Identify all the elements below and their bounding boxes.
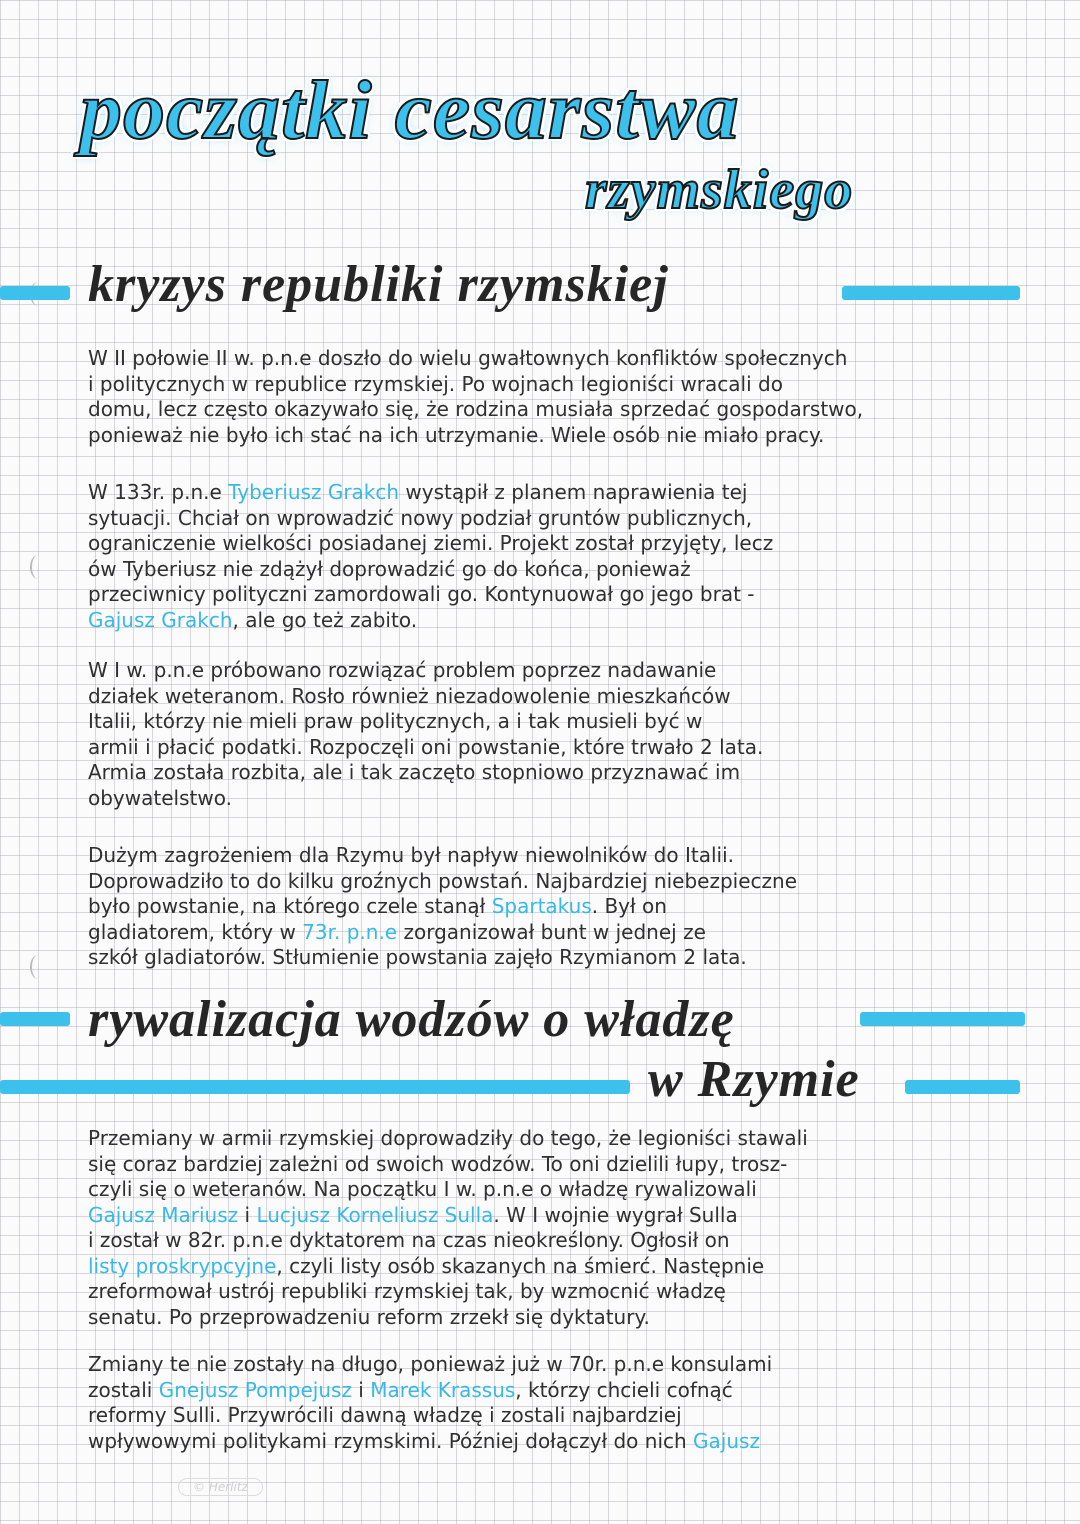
text-line [88, 480, 988, 506]
text-segment: ów Tyberiusz nie zdążył doprowadzić go do końca, ponieważ [88, 556, 691, 581]
text-line [88, 1152, 988, 1178]
text-segment: Italii, którzy nie mieli praw politycznych, a i tak musieli być w [88, 709, 703, 733]
text-segment: i politycznych w republice rzymskiej. Po wojnach legioniści wracali do [88, 371, 783, 396]
text-segment: sytuacji. Chciał on wprowadzić nowy podział gruntów publicznych, [88, 505, 753, 530]
text-segment: Przemiany w armii rzymskiej doprowadziły do tego, że legioniści stawali [88, 1126, 808, 1150]
heading-highlight-bar [0, 1012, 70, 1026]
text-line [88, 920, 988, 946]
paragraph [88, 1352, 988, 1454]
text-segment: przeciwnicy polityczni zamordowali go. Kontynuował go jego brat - [88, 582, 755, 606]
section-heading-rivalry-line2: w Rzymie [648, 1051, 860, 1108]
text-segment: domu, lecz często okazywało się, że rodzina musiała sprzedać gospodarstwo, [88, 397, 864, 421]
text-segment: i [238, 1202, 257, 1227]
page-title-line2: rzymskiego [585, 159, 854, 221]
text-line [88, 397, 988, 423]
highlighted-term: Gajusz [693, 1428, 760, 1453]
text-line [88, 684, 988, 710]
text-line [88, 372, 988, 398]
binder-hole [30, 555, 46, 579]
text-line [88, 894, 988, 920]
paragraph [88, 346, 988, 448]
text-line [88, 608, 988, 634]
text-line [88, 1177, 988, 1203]
highlighted-term: Tyberiusz Grakch [228, 480, 400, 504]
text-segment: reformy Sulli. Przywrócili dawną władzę i zostali najbardziej [88, 1403, 682, 1427]
herlitz-watermark: © Herlitz [178, 1478, 263, 1496]
highlighted-term: Lucjusz Korneliusz Sulla [256, 1202, 494, 1227]
text-line [88, 1305, 988, 1331]
page-title: początki cesarstwa [80, 64, 740, 157]
heading-highlight-bar [860, 1012, 1025, 1026]
text-line [88, 346, 988, 372]
heading-highlight-bar [0, 1080, 630, 1094]
text-segment: wystąpił z planem naprawienia tej [399, 480, 748, 504]
highlighted-term: listy proskrypcyjne [88, 1253, 277, 1278]
text-segment: czyli się o weteranów. Na początku I w. p.n.e o władzę rywalizowali [88, 1177, 757, 1201]
text-line [88, 735, 988, 761]
text-line [88, 531, 988, 557]
highlighted-term: Gajusz Grakch [88, 607, 233, 632]
text-segment: i [351, 1377, 371, 1402]
text-segment: i został w 82r. p.n.e dyktatorem na czas nieokreślony. Ogłosił on [88, 1228, 730, 1252]
text-segment: zreformował ustrój republiki rzymskiej tak, by wzmocnić władzę [88, 1279, 726, 1303]
text-segment: Doprowadziło to do kilku groźnych powstań. Najbardziej niebezpieczne [88, 868, 797, 893]
text-line [88, 1279, 988, 1305]
text-segment: się coraz bardziej zależni od swoich wodzów. To oni dzielili łupy, trosz- [88, 1151, 788, 1176]
text-line [88, 1228, 988, 1254]
text-segment: Dużym zagrożeniem dla Rzymu był napływ niewolników do Italii. [88, 843, 734, 867]
highlighted-term: Spartakus [491, 894, 592, 918]
highlighted-term: Gajusz Mariusz [88, 1202, 239, 1227]
text-segment: W 133r. p.n.e [88, 480, 229, 504]
text-segment: ponieważ nie było ich stać na ich utrzymanie. Wiele osób nie miało pracy. [88, 422, 825, 447]
text-line [88, 869, 988, 895]
text-segment: zorganizował bunt w jednej ze [397, 919, 706, 944]
text-segment: senatu. Po przeprowadzeniu reform zrzekł się dyktatury. [88, 1304, 650, 1329]
highlighted-term: 73r. p.n.e [302, 919, 398, 944]
paragraph [88, 1126, 988, 1330]
highlighted-term: Marek Krassus [370, 1377, 516, 1402]
text-line [88, 760, 988, 786]
text-segment: działek weteranom. Rosło również niezadowolenie mieszkańców [88, 683, 731, 708]
text-segment: . W I wojnie wygrał Sulla [493, 1202, 738, 1227]
highlighted-term: Gnejusz Pompejusz [158, 1377, 352, 1402]
text-segment: Zmiany te nie zostały na długo, ponieważ już w 70r. p.n.e konsulami [88, 1352, 773, 1376]
text-line [88, 1126, 988, 1152]
text-line [88, 945, 988, 971]
text-segment: , którzy chcieli cofnąć [515, 1377, 733, 1402]
paragraph [88, 480, 988, 633]
text-line [88, 709, 988, 735]
text-segment: ograniczenie wielkości posiadanej ziemi. Projekt został przyjęty, lecz [88, 531, 774, 555]
text-segment: Armia została rozbita, ale i tak zaczęto stopniowo przyznawać im [88, 760, 741, 784]
text-segment: obywatelstwo. [88, 785, 232, 810]
text-segment: było powstanie, na którego czele stanął [88, 894, 492, 918]
heading-highlight-bar [842, 286, 1020, 300]
text-line [88, 557, 988, 583]
section-heading-rivalry: rywalizacja wodzów o władzę [88, 991, 735, 1048]
text-line [88, 423, 988, 449]
text-segment: szkół gladiatorów. Stłumienie powstania zajęło Rzymianom 2 lata. [88, 945, 747, 969]
text-segment: . Był on [591, 894, 667, 918]
text-line [88, 506, 988, 532]
text-line [88, 658, 988, 684]
text-line [88, 1352, 988, 1378]
text-line [88, 843, 988, 869]
paragraph [88, 658, 988, 811]
paragraph [88, 843, 988, 971]
text-segment: W I w. p.n.e próbowano rozwiązać problem poprzez nadawanie [88, 658, 717, 682]
text-line [88, 1378, 988, 1404]
text-line [88, 1403, 988, 1429]
text-line [88, 582, 988, 608]
text-segment: zostali [88, 1377, 159, 1402]
text-segment: gladiatorem, który w [88, 919, 303, 944]
text-line [88, 1254, 988, 1280]
heading-highlight-bar [0, 286, 70, 300]
binder-hole [30, 955, 46, 979]
text-line [88, 1203, 988, 1229]
text-line [88, 1429, 988, 1455]
section-heading-crisis: kryzys republiki rzymskiej [88, 256, 669, 313]
text-segment: , czyli listy osób skazanych na śmierć. Następnie [276, 1253, 765, 1278]
text-segment: , ale go też zabito. [232, 607, 418, 632]
text-segment: armii i płacić podatki. Rozpoczęli oni powstanie, które trwało 2 lata. [88, 734, 764, 759]
heading-highlight-bar [905, 1080, 1020, 1094]
text-segment: W II połowie II w. p.n.e doszło do wielu gwałtownych konfliktów społecznych [88, 346, 848, 370]
text-segment: wpływowymi politykami rzymskimi. Później dołączył do nich [88, 1428, 694, 1453]
text-line [88, 786, 988, 812]
